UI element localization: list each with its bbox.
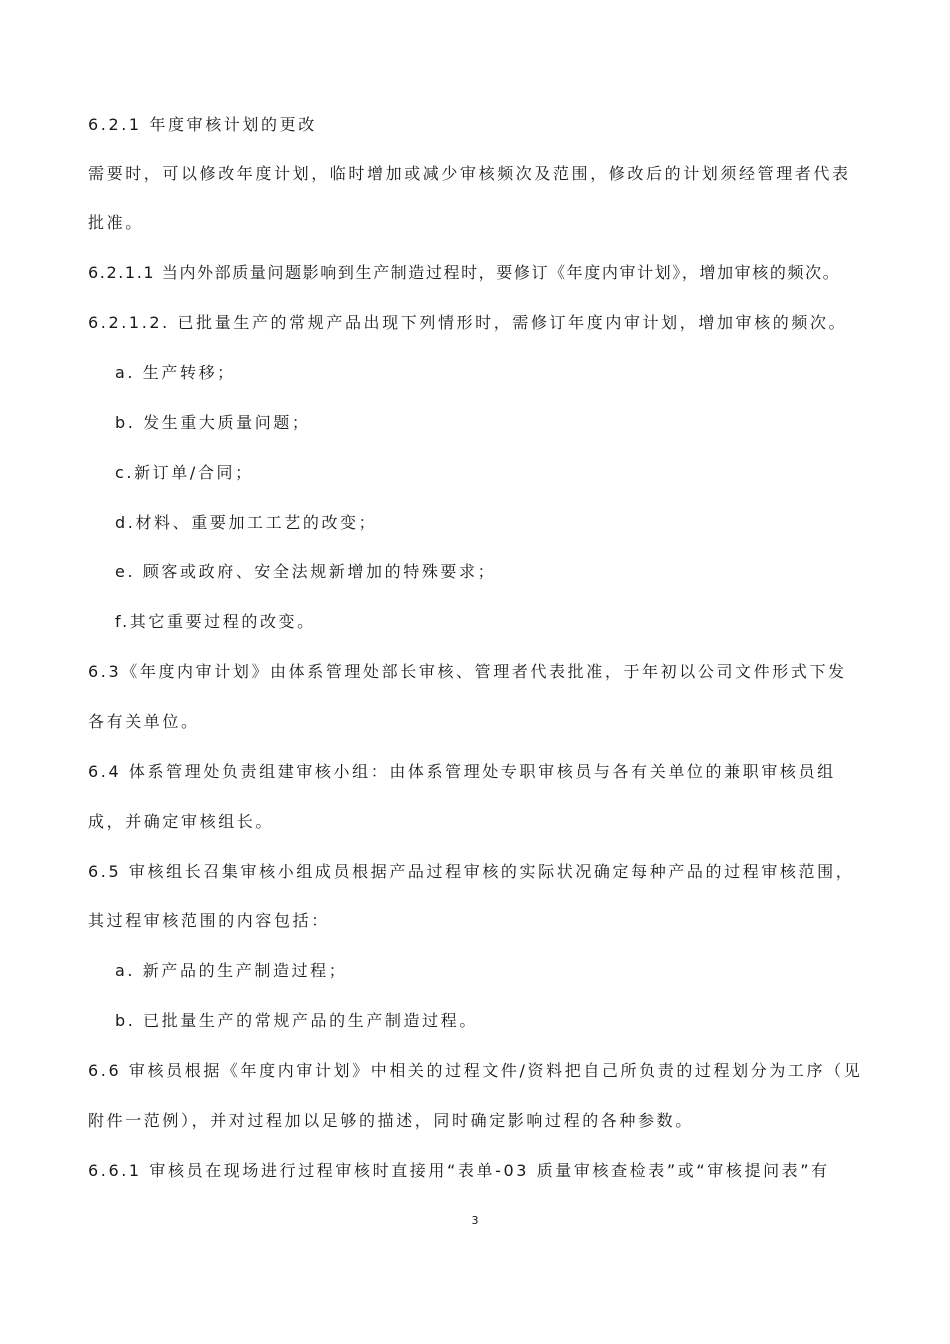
- list-item: f.其它重要过程的改变。: [115, 612, 316, 631]
- heading-6-2-1: 6.2.1 年度审核计划的更改: [88, 115, 317, 134]
- list-item: d.材料、重要加工工艺的改变；: [115, 513, 378, 532]
- paragraph-6-6-1: 6.6.1 审核员在现场进行过程审核时直接用“表单-03 质量审核查检表”或“审核提问表”有: [88, 1161, 830, 1180]
- list-item: c.新订单/合同；: [115, 463, 254, 482]
- list-item: b. 已批量生产的常规产品的生产制造过程。: [115, 1011, 478, 1030]
- paragraph-line: 批准。: [88, 213, 144, 232]
- list-item: e. 顾客或政府、安全法规新增加的特殊要求；: [115, 562, 497, 581]
- paragraph-6-2-1-2: 6.2.1.2. 已批量生产的常规产品出现下列情形时，需修订年度内审计划，增加审核的频次。: [88, 313, 848, 332]
- paragraph-line: 需要时，可以修改年度计划，临时增加或减少审核频次及范围，修改后的计划须经管理者代表: [88, 164, 851, 183]
- paragraph-6-5: 6.5 审核组长召集审核小组成员根据产品过程审核的实际状况确定每种产品的过程审核范围，: [88, 862, 855, 881]
- paragraph-line: 其过程审核范围的内容包括：: [88, 911, 330, 930]
- paragraph-line: 各有关单位。: [88, 712, 200, 731]
- list-item: a. 生产转移；: [115, 363, 236, 382]
- paragraph-6-2-1-1: 6.2.1.1 当内外部质量问题影响到生产制造过程时，要修订《年度内审计划》，增加审核的频次。: [88, 263, 841, 282]
- paragraph-6-3: 6.3《年度内审计划》由体系管理处部长审核、管理者代表批准，于年初以公司文件形式下发: [88, 662, 847, 681]
- page-number: 3: [471, 1214, 479, 1227]
- paragraph-line: 附件一范例），并对过程加以足够的描述，同时确定影响过程的各种参数。: [88, 1111, 694, 1130]
- paragraph-line: 成，并确定审核组长。: [88, 812, 275, 831]
- list-item: b. 发生重大质量问题；: [115, 413, 311, 432]
- list-item: a. 新产品的生产制造过程；: [115, 961, 348, 980]
- paragraph-6-4: 6.4 体系管理处负责组建审核小组：由体系管理处专职审核员与各有关单位的兼职审核员组: [88, 762, 836, 781]
- paragraph-6-6: 6.6 审核员根据《年度内审计划》中相关的过程文件/资料把自己所负责的过程划分为工序（见: [88, 1061, 863, 1080]
